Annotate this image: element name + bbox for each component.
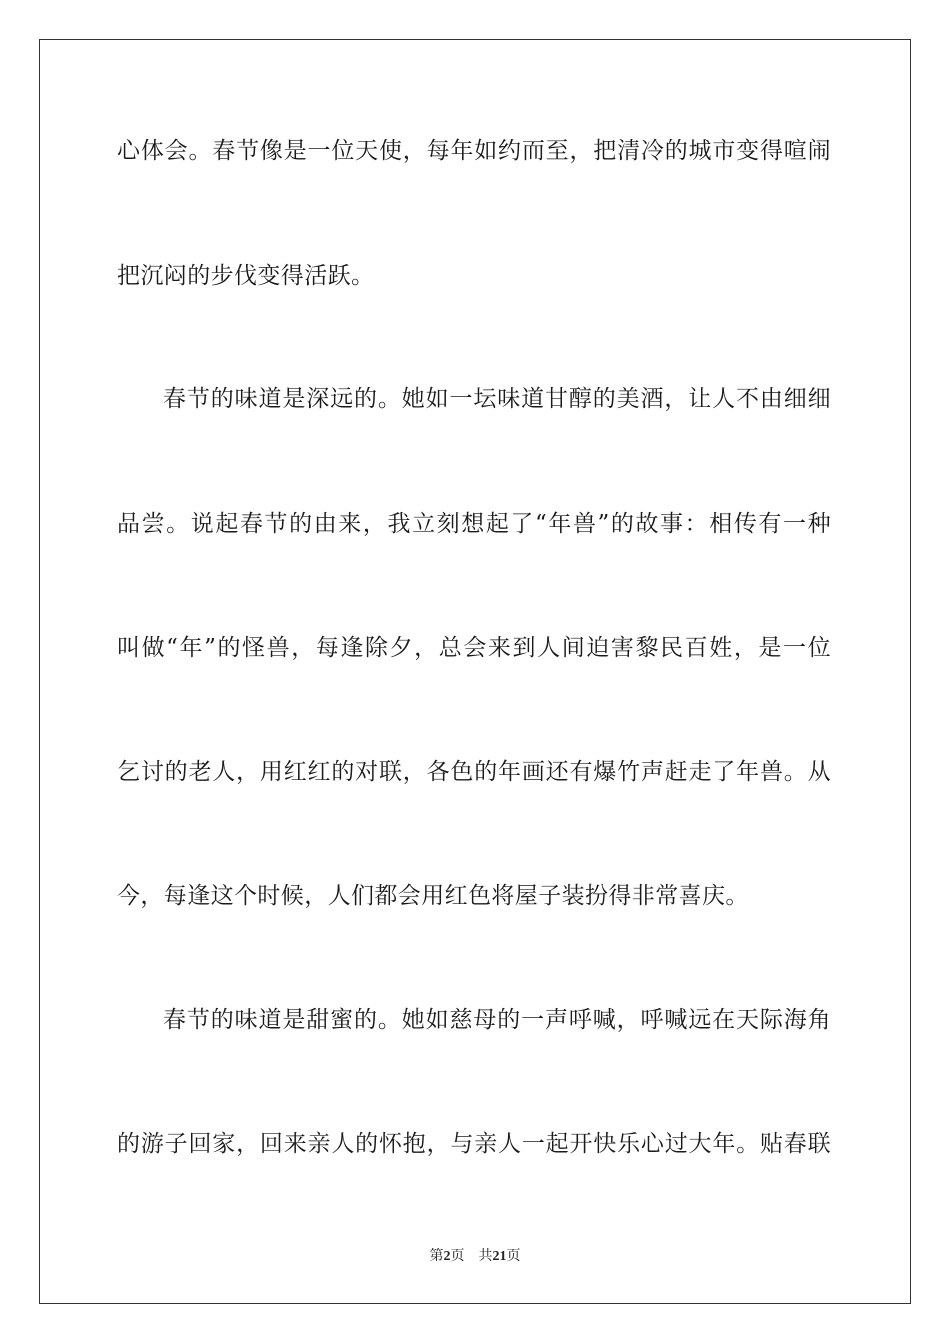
total-pages: 21 — [492, 1249, 507, 1264]
page-suffix: 页 — [450, 1248, 465, 1264]
text-line-5: 叫做“年”的怪兽，每逢除夕，总会来到人间迫害黎民百姓，是一位 — [117, 635, 831, 661]
text-line-7: 今，每逢这个时候，人们都会用红色将屋子装扮得非常喜庆。 — [117, 883, 749, 909]
text-line-1: 心体会。春节像是一位天使，每年如约而至，把清冷的城市变得喧闹 — [117, 138, 831, 164]
total-prefix: 共 — [478, 1248, 493, 1264]
page-prefix: 第 — [429, 1248, 444, 1264]
text-line-6: 乞讨的老人，用红红的对联，各色的年画还有爆竹声赶走了年兽。从 — [117, 759, 831, 785]
text-line-2: 把沉闷的步伐变得活跃。 — [117, 263, 375, 289]
text-line-3: 春节的味道是深远的。她如一坛味道甘醇的美酒，让人不由细细 — [163, 386, 831, 412]
text-line-8: 春节的味道是甜蜜的。她如慈母的一声呼喊，呼喊远在天际海角 — [163, 1007, 831, 1033]
total-suffix: 页 — [506, 1248, 521, 1264]
page-footer — [0, 1246, 950, 1267]
page-number: 2 — [443, 1249, 451, 1264]
text-line-9: 的游子回家，回来亲人的怀抱，与亲人一起开快乐心过大年。贴春联 — [117, 1131, 831, 1157]
text-line-4: 品尝。说起春节的由来，我立刻想起了“年兽”的故事：相传有一种 — [117, 511, 831, 537]
page-border — [39, 39, 911, 1304]
